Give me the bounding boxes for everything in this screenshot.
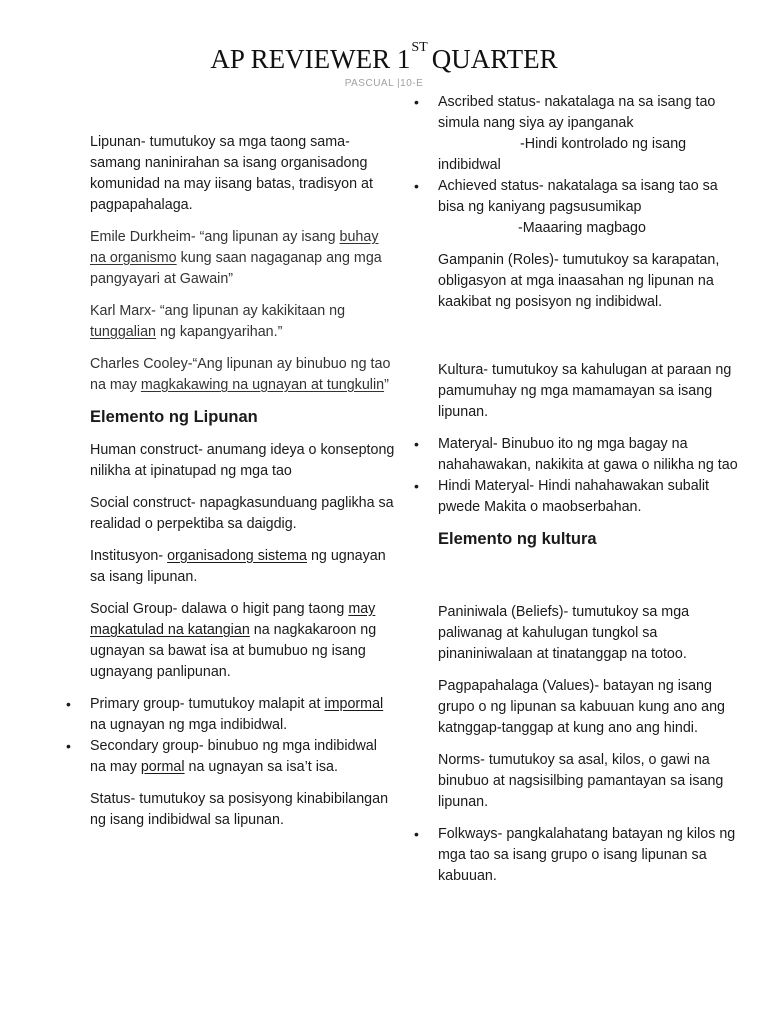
ascribed-status-item: • Ascribed status- nakatalaga na sa isang tao simula nang siya ay ipanganak -Hindi kontrolado ng isang indibidwal <box>438 92 738 176</box>
hindi-materyal-item: • Hindi Materyal- Hindi nahahawakan subalit pwede Makita o maobserbahan. <box>438 476 738 518</box>
institusyon-definition: Institusyon- organisadong sistema ng ugnayan sa isang lipunan. <box>90 548 386 585</box>
elemento-lipunan-heading: Elemento ng Lipunan <box>90 408 258 426</box>
kultura-definition: Kultura- tumutukoy sa kahulugan at paraan ng pamumuhay ng mga mamamayan sa isang lipunan. <box>438 362 732 420</box>
primary-group-item: • Primary group- tumutukoy malapit at impormal na ugnayan ng mga indibidwal. <box>90 694 395 736</box>
social-group-definition: Social Group- dalawa o higit pang taong may magkatulad na katangian na nagkakaroon ng ugnayan sa bawat isa at bumubuo ng isang ugnayang panlipunan. <box>90 601 377 680</box>
status-definition: Status- tumutukoy sa posisyong kinabibilangan ng isang indibidwal sa lipunan. <box>90 791 389 828</box>
marx-quote: Karl Marx- “ang lipunan ay kakikitaan ng tunggalian ng kapangyarihan.” <box>90 303 346 340</box>
social-construct: Social construct- napagkasunduang paglikha sa realidad o perpektiba sa daigdig. <box>90 495 394 532</box>
title-prefix: AP REVIEWER 1 <box>210 44 411 74</box>
document-title <box>0 40 768 75</box>
ascribed-note: -Hindi kontrolado ng isang <box>520 136 687 152</box>
materyal-list <box>438 434 738 518</box>
lipunan-definition: Lipunan- tumutukoy sa mga taong sama-samang naninirahan sa isang organisadong komunidad na may iisang batas, tradisyon at pagpapahalaga. <box>90 134 373 213</box>
pagpapahalaga-definition: Pagpapahalaga (Values)- batayan ng isang grupo o ng lipunan sa kabuuan kung ano ang katnggap-tanggap at kung ano ang hindi. <box>438 678 725 736</box>
folkways-item: • Folkways- pangkalahatang batayan ng kilos ng mga tao sa isang grupo o isang lipunan sa kabuuan. <box>438 824 738 887</box>
cooley-quote: Charles Cooley-“Ang lipunan ay binubuo ng tao na may magkakawing na ugnayan at tungkulin” <box>90 356 391 393</box>
title-suffix: QUARTER <box>431 44 558 74</box>
secondary-group-item: • Secondary group- binubuo ng mga indibidwal na may pormal na ugnayan sa isa’t isa. <box>90 736 395 778</box>
author-section: PASCUAL |10-E <box>344 78 424 89</box>
materyal-item: • Materyal- Binubuo ito ng mga bagay na nahahawakan, nakikita at gawa o nilikha ng tao <box>438 434 738 476</box>
paniniwala-definition: Paniniwala (Beliefs)- tumutukoy sa mga paliwanag at kahulugan tungkol sa pinaniniwalaan at tinatanggap na totoo. <box>438 604 690 662</box>
achieved-status-item: • Achieved status- nakatalaga sa isang tao sa bisa ng kaniyang pagsusumikap -Maaaring magbago <box>438 176 738 239</box>
status-list <box>438 92 738 239</box>
norms-definition: Norms- tumutukoy sa asal, kilos, o gawi na binubuo at nagsisilbing pamantayan sa isang lipunan. <box>438 752 724 810</box>
title-superscript: ST <box>411 40 428 55</box>
group-list <box>90 694 395 778</box>
durkheim-quote: Emile Durkheim- “ang lipunan ay isang buhay na organismo kung saan nagaganap ang mga pangyayari at Gawain” <box>90 229 382 287</box>
achieved-note: -Maaaring magbago <box>518 220 646 236</box>
folkways-list <box>438 824 738 887</box>
left-column <box>90 132 395 842</box>
gampanin-definition: Gampanin (Roles)- tumutukoy sa karapatan, obligasyon at mga inaasahan ng lipunan na kaakibat ng posisyon ng indibidwal. <box>438 252 720 310</box>
elemento-kultura-heading: Elemento ng kultura <box>438 530 597 548</box>
right-column <box>438 92 738 898</box>
ascribed-note-cont: indibidwal <box>438 157 501 173</box>
human-construct: Human construct- anumang ideya o konseptong nilikha at ipinatupad ng mga tao <box>90 442 395 479</box>
